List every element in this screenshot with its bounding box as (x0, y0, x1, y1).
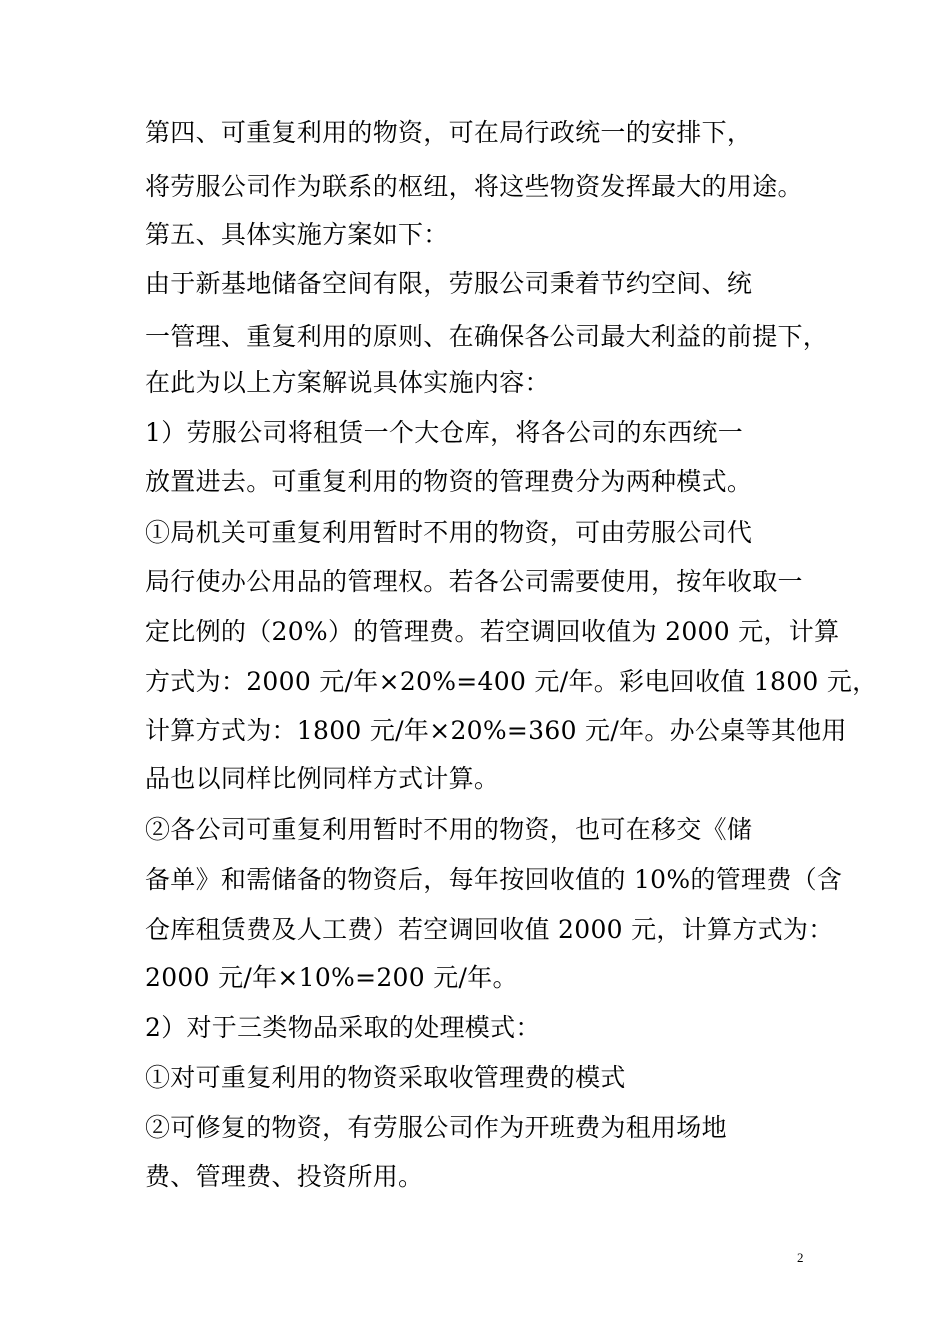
text-line: 放置进去。可重复利用的物资的管理费分为两种模式。 (145, 467, 753, 496)
text-line: 2000 元/年×10%=200 元/年。 (145, 963, 518, 992)
text-line: 一管理、重复利用的原则、在确保各公司最大利益的前提下， (145, 322, 829, 351)
page-number: 2 (797, 1250, 804, 1265)
text-line: 在此为以上方案解说具体实施内容： (145, 368, 550, 397)
text-line: 1）劳服公司将租赁一个大仓库，将各公司的东西统一 (145, 418, 744, 447)
text-line: 第五、具体实施方案如下： (145, 220, 449, 249)
text-line: 方式为：2000 元/年×20%=400 元/年。彩电回收值 1800 元， (145, 667, 878, 696)
text-line: ①对可重复利用的物资采取收管理费的模式 (145, 1063, 626, 1092)
text-line: 由于新基地储备空间有限，劳服公司秉着节约空间、统 (145, 269, 753, 298)
text-line: 费、管理费、投资所用。 (145, 1162, 424, 1191)
text-line: 将劳服公司作为联系的枢纽，将这些物资发挥最大的用途。 (145, 172, 803, 201)
text-line: 计算方式为：1800 元/年×20%=360 元/年。办公桌等其他用 (145, 716, 847, 745)
text-line: 局行使办公用品的管理权。若各公司需要使用，按年收取一 (145, 567, 803, 596)
text-line: 第四、可重复利用的物资，可在局行政统一的安排下， (145, 118, 753, 147)
text-line: 仓库租赁费及人工费）若空调回收值 2000 元，计算方式为： (145, 915, 834, 944)
text-line: ②各公司可重复利用暂时不用的物资，也可在移交《储 (145, 815, 753, 844)
text-line: 定比例的（20%）的管理费。若空调回收值为 2000 元，计算 (145, 617, 840, 646)
text-line: ①局机关可重复利用暂时不用的物资，可由劳服公司代 (145, 518, 753, 547)
text-line: ②可修复的物资，有劳服公司作为开班费为租用场地 (145, 1113, 727, 1142)
text-line: 2）对于三类物品采取的处理模式： (145, 1013, 541, 1042)
text-line: 备单》和需储备的物资后，每年按回收值的 10%的管理费（含 (145, 865, 843, 894)
text-line: 品也以同样比例同样方式计算。 (145, 764, 500, 793)
